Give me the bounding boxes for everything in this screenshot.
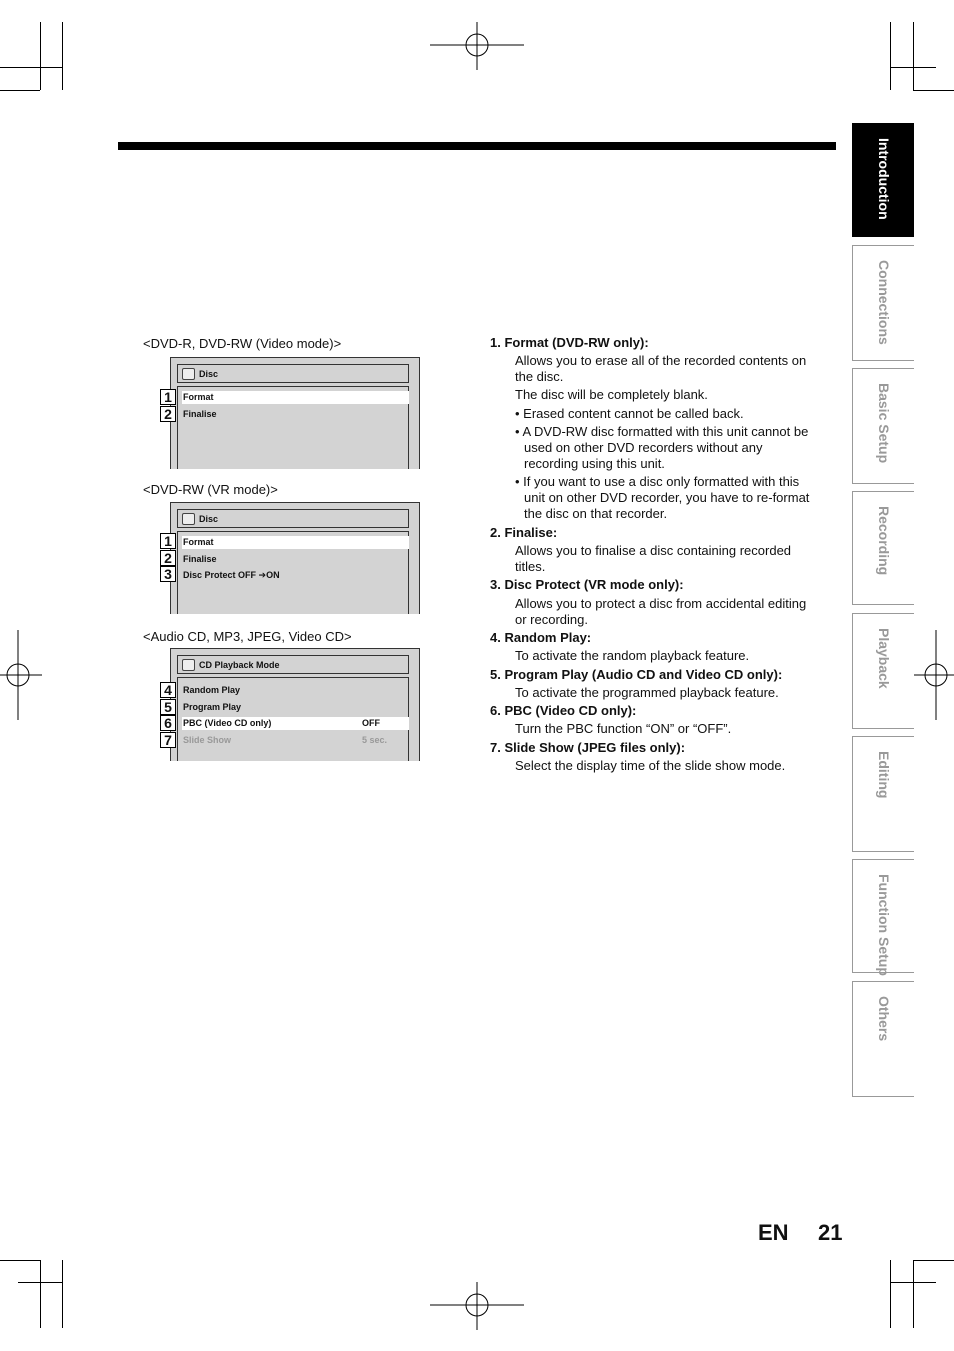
crop-mark — [913, 22, 914, 90]
item-text: Allows you to protect a disc from accidental editing — [515, 596, 807, 611]
bullet-text: used on other DVD recorders without any — [524, 440, 763, 455]
item-title: 2. Finalise: — [490, 525, 558, 540]
menu-item-label: PBC (Video CD only) — [183, 718, 272, 728]
menu-item-pbc[interactable] — [182, 717, 409, 730]
menu-title: Disc — [199, 369, 219, 379]
menu-item-value: 5 sec. — [362, 735, 388, 745]
callout-number: 6 — [160, 715, 176, 731]
item-title: 5. Program Play (Audio CD and Video CD only): — [490, 667, 783, 682]
registration-mark — [430, 22, 524, 70]
cd-playback-screen — [170, 648, 420, 761]
header-rule — [118, 142, 836, 150]
item-text: To activate the programmed playback feature. — [515, 685, 779, 700]
arrow-right-icon: ➔ — [258, 570, 267, 580]
crop-mark — [40, 1260, 41, 1328]
tab-introduction[interactable] — [852, 123, 914, 237]
item-text: Select the display time of the slide show mode. — [515, 758, 786, 773]
menu-item-format[interactable]: Format — [182, 391, 409, 404]
disc-icon — [182, 368, 195, 380]
tab-label: Recording — [875, 506, 892, 576]
menu-header — [177, 655, 409, 674]
language-code: EN — [758, 1220, 789, 1245]
item-text: or recording. — [515, 612, 588, 627]
tab-label: Editing — [875, 751, 892, 799]
menu-item-slide-show[interactable] — [182, 734, 409, 747]
item-text: The disc will be completely blank. — [515, 387, 708, 402]
menu-item-label: Disc Protect OFF — [183, 570, 257, 580]
tab-function-setup[interactable] — [852, 859, 914, 976]
registration-mark — [430, 1282, 524, 1330]
page-number: 21 — [818, 1220, 843, 1245]
registration-mark — [0, 630, 42, 720]
bullet-text: • Erased content cannot be called back. — [515, 406, 744, 421]
callout-number: 3 — [160, 566, 176, 582]
screen-caption: <DVD-RW (VR mode)> — [143, 482, 278, 497]
menu-item-program-play[interactable]: Program Play — [183, 702, 242, 712]
menu-item-random-play[interactable]: Random Play — [183, 685, 241, 695]
bullet-text: recording using this unit. — [524, 456, 665, 471]
menu-item-finalise[interactable]: Finalise — [183, 409, 217, 419]
crop-mark — [40, 22, 41, 90]
tab-label: Connections — [875, 260, 892, 345]
menu-body — [177, 677, 409, 761]
crop-mark — [0, 90, 40, 91]
crop-mark — [890, 1282, 936, 1283]
screen-caption: <DVD-R, DVD-RW (Video mode)> — [143, 336, 342, 351]
cd-icon — [182, 659, 195, 671]
tab-label: Basic Setup — [875, 383, 892, 464]
tab-others[interactable] — [852, 981, 914, 1097]
callout-number: 2 — [160, 550, 176, 566]
disc-icon — [182, 513, 195, 525]
crop-mark — [62, 1260, 63, 1328]
menu-body — [177, 531, 409, 614]
tab-connections[interactable] — [852, 245, 914, 361]
bullet-text: • A DVD-RW disc formatted with this unit cannot be — [515, 424, 809, 439]
tab-label: Introduction — [875, 138, 892, 220]
tab-label: Function Setup — [875, 874, 892, 976]
item-title: 4. Random Play: — [490, 630, 592, 645]
item-text: Allows you to erase all of the recorded contents on — [515, 353, 807, 368]
registration-mark — [912, 630, 954, 720]
item-text: the disc. — [515, 369, 564, 384]
tab-basic-setup[interactable] — [852, 368, 914, 484]
item-text: Turn the PBC function “ON” or “OFF”. — [515, 721, 732, 736]
menu-item-value: OFF — [362, 718, 380, 728]
item-text: Allows you to finalise a disc containing recorded — [515, 543, 792, 558]
item-text: titles. — [515, 559, 546, 574]
menu-title: CD Playback Mode — [199, 660, 280, 670]
item-title: 6. PBC (Video CD only): — [490, 703, 637, 718]
item-title: 3. Disc Protect (VR mode only): — [490, 577, 684, 592]
tab-label: Playback — [875, 628, 892, 689]
menu-item-format[interactable]: Format — [182, 536, 409, 549]
callout-number: 4 — [160, 682, 176, 698]
crop-mark — [890, 1260, 891, 1328]
crop-mark — [18, 67, 62, 68]
crop-mark — [62, 22, 63, 90]
menu-body — [177, 386, 409, 469]
crop-mark — [890, 67, 936, 68]
menu-title: Disc — [199, 514, 219, 524]
crop-mark — [0, 1260, 40, 1261]
item-text: To activate the random playback feature. — [515, 648, 750, 663]
menu-item-finalise[interactable]: Finalise — [183, 554, 217, 564]
crop-mark — [890, 22, 891, 90]
callout-number: 2 — [160, 406, 176, 422]
tab-recording[interactable] — [852, 491, 914, 605]
crop-mark — [913, 1260, 954, 1261]
crop-mark — [913, 90, 954, 91]
tab-editing[interactable] — [852, 736, 914, 852]
callout-number: 1 — [160, 389, 176, 405]
menu-header — [177, 364, 409, 383]
callout-number: 1 — [160, 533, 176, 549]
menu-item-label: Slide Show — [183, 735, 232, 745]
disc-menu-screen — [170, 502, 420, 614]
item-title: 1. Format (DVD-RW only): — [490, 335, 649, 350]
item-title: 7. Slide Show (JPEG files only): — [490, 740, 686, 755]
tab-label: Others — [875, 996, 892, 1042]
callout-number: 5 — [160, 699, 176, 715]
callout-number: 7 — [160, 732, 176, 748]
screen-caption: <Audio CD, MP3, JPEG, Video CD> — [143, 629, 352, 644]
bullet-text: unit on other DVD recorder, you have to re-format — [524, 490, 810, 505]
disc-menu-screen — [170, 357, 420, 469]
crop-mark — [18, 1282, 62, 1283]
tab-playback[interactable] — [852, 613, 914, 729]
menu-item-disc-protect[interactable] — [182, 569, 409, 582]
bullet-text: • If you want to use a disc only formatted with this — [515, 474, 800, 489]
menu-item-state: ON — [266, 570, 280, 580]
bullet-text: the disc on that recorder. — [524, 506, 668, 521]
crop-mark — [913, 1260, 914, 1328]
menu-header — [177, 509, 409, 528]
